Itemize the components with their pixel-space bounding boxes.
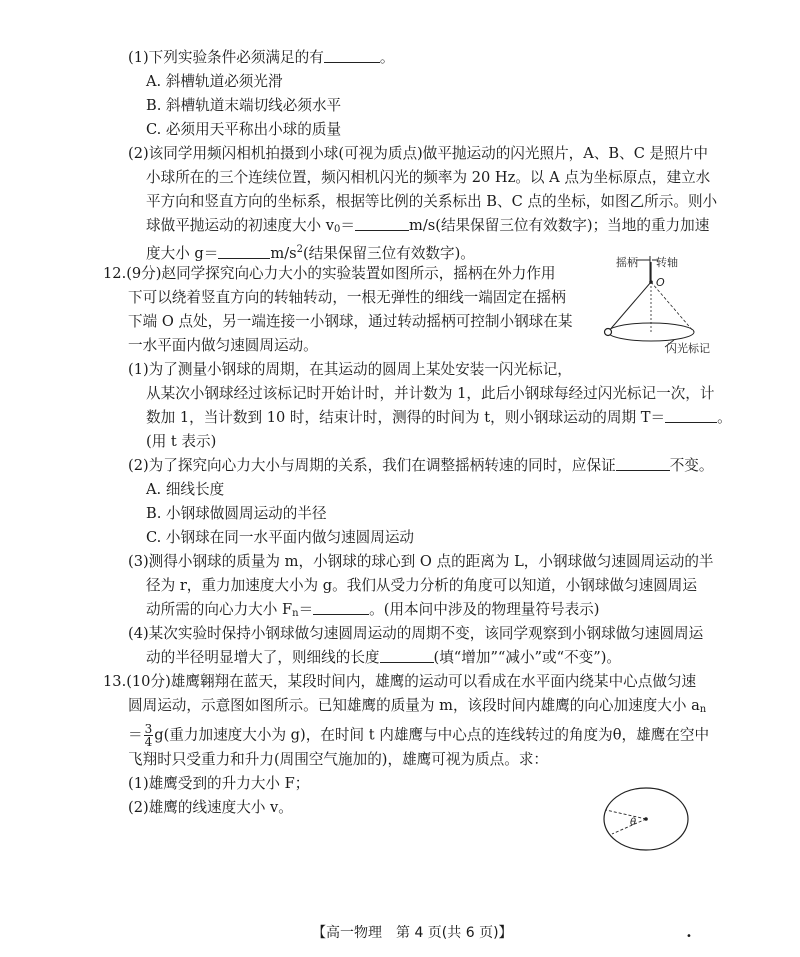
fig-label-o: O (656, 276, 665, 289)
q12-stem-line4: 一水平面内做匀速圆周运动。 (128, 337, 318, 354)
q11-part1-option-a: A. 斜槽轨道必须光滑 (146, 73, 283, 90)
q11-part1-option-c: C. 必须用天平称出小球的质量 (146, 121, 342, 138)
q13-part2: (2)雄鹰的线速度大小 v。 (128, 799, 293, 816)
q12-part3-line3: 动所需的向心力大小 $F_n=$ 。(用本问中涉及的物理量符号表示) (146, 601, 600, 619)
q13-stem-line3: ＝ $\frac{3}{4}$ g(重力加速度大小为 g)，在时间 t 内雄鹰与中心点的连线转过的角度为θ，雄鹰在空中 (128, 722, 710, 749)
q12-part2-option-c: C. 小钢球在同一水平面内做匀速圆周运动 (146, 529, 415, 546)
answer-blank (665, 408, 717, 423)
q13-stem-line4: 飞翔时只受重力和升力(周围空气施加的)，雄鹰可视为质点。求： (128, 751, 549, 768)
q11-part2-line3: 平方向和竖直方向的坐标系，根据等比例的关系标出 B、C 点的坐标，如图乙所示。则小 (146, 193, 718, 210)
q12-part3-line2: 径为 r，重力加速度大小为 g。我们从受力分析的角度可以知道，小钢球做匀速圆周运 (146, 577, 697, 594)
q12-part2-option-a: A. 细线长度 (146, 481, 225, 498)
q11-part2-line4: 球做平抛运动的初速度大小 $v_0= m/s$(结果保留三位有效数字)；当地的重力加速 (146, 217, 710, 235)
q12-part3-line1: (3)测得小钢球的质量为 m，小钢球的球心到 O 点的距离为 L，小钢球做匀速圆周运动的半 (128, 553, 714, 570)
q13-stem-line1: 13.(10分)雄鹰翱翔在蓝天，某段时间内，雄鹰的运动可以看成在水平面内绕某中心点做匀速 (103, 673, 697, 690)
fig-label-flash-mark: 闪光标记 (666, 342, 710, 355)
q12-part4-line1: (4)某次实验时保持小钢球做匀速圆周运动的周期不变，该同学观察到小钢球做匀速圆周运 (128, 625, 704, 642)
answer-blank (355, 216, 409, 231)
fraction-three-quarters: $\frac{3}{4}$ (144, 722, 153, 749)
q12-part2-stem: (2)为了探究向心力大小与周期的关系，我们在调整摇柄转速的同时，应保证 不变。 (128, 457, 714, 474)
answer-blank (324, 48, 380, 63)
q12-part1-line3: 数加 1，当计数到 10 时，结束计时，测得的时间为 t，则小钢球运动的周期 T＝ 。 (146, 409, 732, 426)
q12-part2-option-b: B. 小钢球做圆周运动的半径 (146, 505, 327, 522)
q11-part1-stem: (1)下列实验条件必须满足的有 。 (128, 49, 395, 66)
answer-blank (218, 244, 270, 259)
q12-apparatus-figure (596, 252, 726, 362)
page-footer: 【高一物理 第 4 页(共 6 页)】 (312, 925, 513, 941)
fig-label-axis: 转轴 (656, 256, 678, 269)
q12-part1-line1: (1)为了测量小钢球的周期，在其运动的圆周上某处安装一闪光标记， (128, 361, 572, 378)
q13-stem-line2: 圆周运动，示意图如图所示。已知雄鹰的质量为 m，该段时间内雄鹰的向心加速度大小 $a_n$ (128, 697, 707, 715)
q12-part4-line2: 动的半径明显增大了，则细线的长度 (填“增加”“减小”或“不变”)。 (146, 649, 622, 666)
answer-blank (313, 600, 369, 615)
answer-blank (380, 648, 434, 663)
q11-part2-line1: (2)该同学用频闪相机拍摄到小球(可视为质点)做平抛运动的闪光照片，A、B、C 是照片中 (128, 145, 708, 162)
q12-part1-line2: 从某次小钢球经过该标记时开始计时，并计数为 1，此后小钢球每经过闪光标记一次，计 (146, 385, 715, 402)
q11-part2-line2: 小球所在的三个连续位置，频闪相机闪光的频率为 20 Hz。以 A 点为坐标原点，建立水 (146, 169, 711, 186)
answer-blank (616, 456, 670, 471)
q13-circle-figure (598, 782, 694, 856)
q12-part1-line4: (用 t 表示) (146, 433, 217, 450)
fig-steel-ball (605, 329, 612, 336)
q13-part1: (1)雄鹰受到的升力大小 F； (128, 775, 310, 792)
fig-label-theta: θ (630, 817, 637, 828)
q12-stem-line3: 下端 O 点处，另一端连接一小钢球，通过转动摇柄可控制小钢球在某 (128, 313, 573, 330)
q11-part2-line5: 度大小 $g= m/s^2$(结果保留三位有效数字)。 (146, 244, 475, 262)
footer-mark: • (686, 931, 692, 942)
fig-radius-end (612, 819, 646, 834)
q12-stem-line2: 下可以绕着竖直方向的转轴转动，一根无弹性的细线一端固定在摇柄 (128, 289, 566, 306)
fig-center-point (644, 817, 648, 821)
fig-radius-start (606, 810, 646, 819)
fig-label-handle: 摇柄 (616, 256, 638, 269)
q12-stem-line1: 12.(9分)赵同学探究向心力大小的实验装置如图所示，摇柄在外力作用 (103, 265, 556, 282)
q11-part1-option-b: B. 斜槽轨道末端切线必须水平 (146, 97, 342, 114)
